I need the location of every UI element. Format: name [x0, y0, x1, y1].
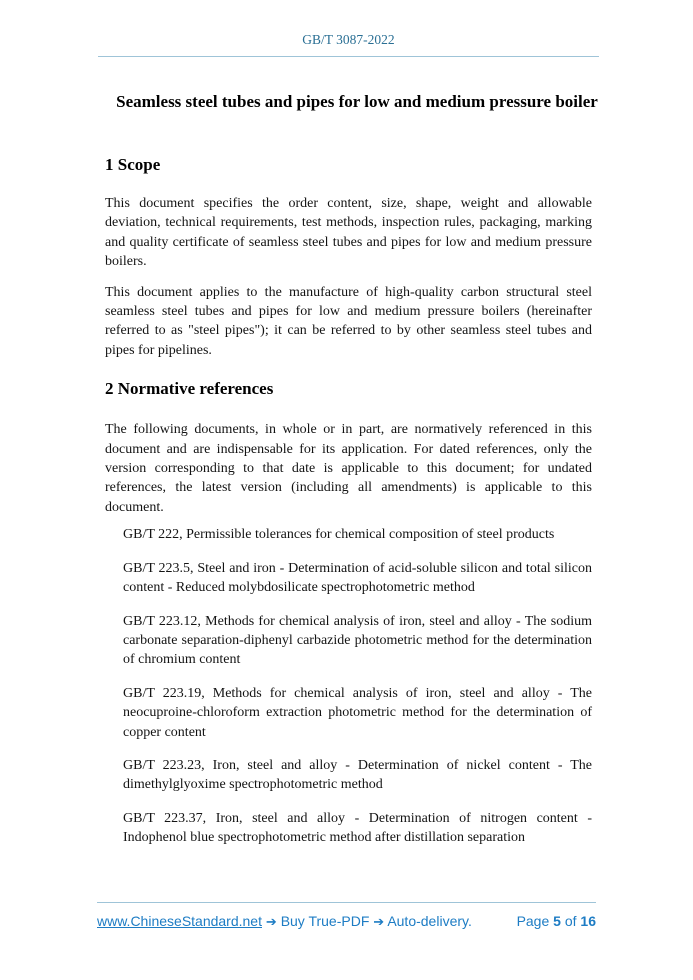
reference-item: GB/T 223.19, Methods for chemical analysis of iron, steel and alloy - The neocuproine-chloroform extraction photometric method for the determination of copper content: [123, 685, 592, 740]
page-header: [105, 0, 592, 49]
footer-rule: [97, 902, 596, 903]
reference-item: GB/T 223.5, Steel and iron - Determination of acid-soluble silicon and total silicon content - Reduced molybdosilicate spectrophotometric method: [123, 560, 592, 596]
footer-action-delivery: Auto-delivery.: [387, 913, 472, 929]
section-heading-normative-references: 2 Normative references: [105, 379, 274, 399]
document-title: Seamless steel tubes and pipes for low and medium pressure boiler: [116, 92, 598, 111]
reference-item: GB/T 222, Permissible tolerances for chemical composition of steel products: [123, 527, 555, 543]
arrow-right-icon: ➔: [265, 914, 277, 929]
reference-item: GB/T 223.37, Iron, steel and alloy - Determination of nitrogen content - Indophenol blue spectrophotometric method after distillation separation: [123, 810, 592, 846]
header-rule: [98, 56, 599, 57]
footer-action-buy: Buy True-PDF: [280, 913, 370, 929]
page-indicator: [517, 913, 596, 929]
normative-intro-paragraph: The following documents, in whole or in part, are normatively referenced in this document and are indispensable for its application. For dated references, only the version corresponding to that date is applicable to this document; for undated references, the latest version (including all amendments) is applicable to this document.: [105, 422, 592, 515]
page-current: 5: [553, 913, 561, 929]
website-link[interactable]: www.ChineseStandard.net: [97, 913, 262, 929]
page-footer: [97, 902, 596, 930]
section-heading-scope: 1 Scope: [105, 155, 161, 174]
scope-paragraph-1: This document specifies the order content, size, shape, weight and allowable deviation, technical requirements, test methods, inspection rules, packaging, marking and quality certificate of seamless steel tubes and pipes for low and medium pressure boilers.: [105, 196, 592, 270]
page-total: 16: [580, 913, 596, 929]
doc-number: GB/T 3087-2022: [302, 32, 395, 47]
footer-promo: [97, 913, 472, 930]
document-page: [105, 0, 598, 848]
reference-item: GB/T 223.12, Methods for chemical analysis of iron, steel and alloy - The sodium carbonate separation-diphenyl carbazide photometric method for the determination of chromium content: [123, 613, 592, 668]
arrow-right-icon: ➔: [373, 914, 385, 929]
scope-paragraph-2: This document applies to the manufacture of high-quality carbon structural steel seamless steel tubes and pipes for low and medium pressure boilers (hereinafter referred to as "steel pipes"); it can be referred to by other seamless steel tubes and pipes for pipelines.: [105, 284, 592, 358]
reference-item: GB/T 223.23, Iron, steel and alloy - Determination of nickel content - The dimethylglyoxime spectrophotometric method: [123, 757, 592, 793]
of-label: of: [564, 913, 577, 929]
page-label: Page: [516, 913, 550, 929]
